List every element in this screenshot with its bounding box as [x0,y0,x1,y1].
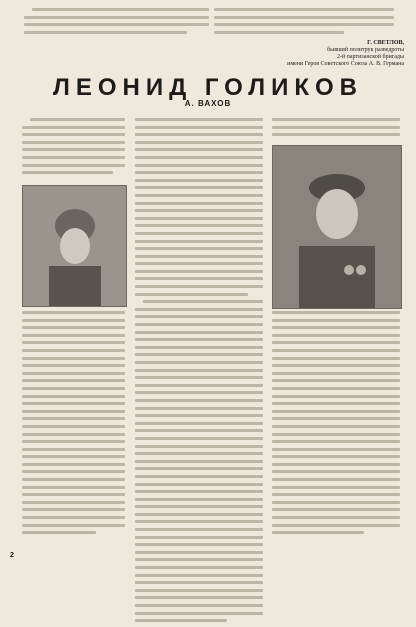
signature-role: бывший политрук разведроты [327,47,404,53]
photo-left [22,185,127,307]
article-column-2 [135,118,263,627]
signature-role: 2-й партизанской бригады [336,54,404,60]
signature-block [214,40,404,68]
article-column-1-bottom [22,311,125,539]
intro-text-right [214,8,394,38]
intro-text-left [24,8,209,38]
signature-role: имени Героя Советского Союза А. В. Германа [287,61,404,67]
portrait-icon [273,146,401,308]
portrait-icon [23,186,126,306]
article-column-3-bottom [272,311,400,539]
article-author: А. ВАХОВ [184,99,232,108]
article-column-3-top [272,118,400,141]
signature-name: Г. СВЕТЛОВ, [367,40,404,46]
article-column-1-top [22,118,125,179]
page-number: 2 [10,552,14,559]
article-title: ЛЕОНИД ГОЛИКОВ [53,74,363,101]
photo-right [272,145,402,309]
